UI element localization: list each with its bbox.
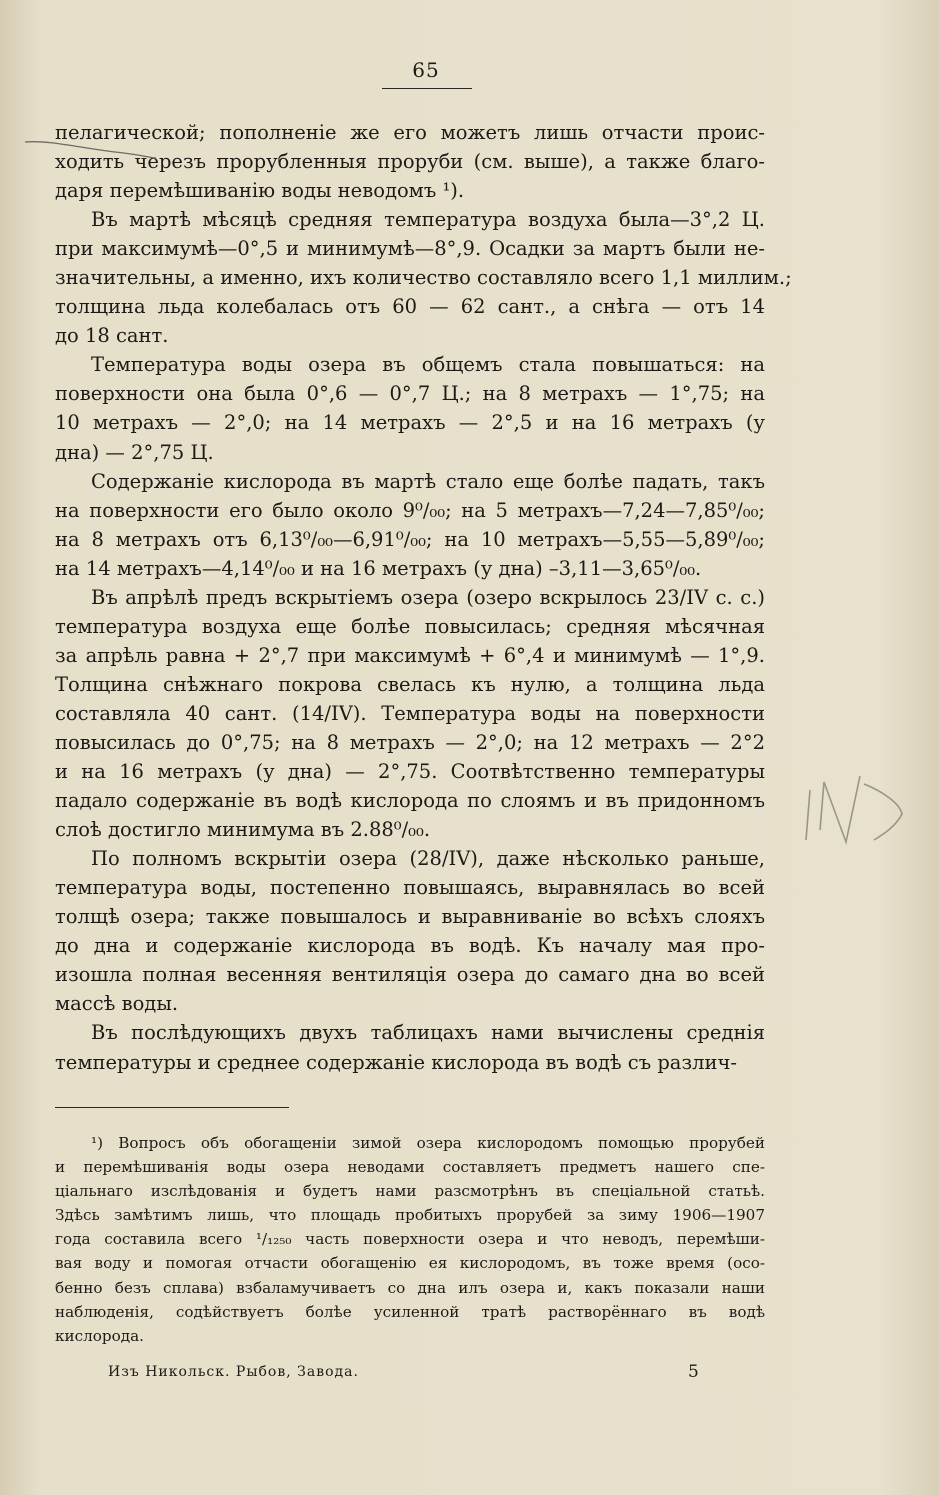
footnote-line: и перемѣшиванія воды озера неводами составляетъ предметъ нашего спе- [55, 1158, 765, 1177]
footnote-line: ¹) Вопросъ объ обогащеніи зимой озера кислородомъ помощью прорубей [91, 1134, 765, 1152]
text-line: при максимумѣ—0°,5 и минимумѣ—8°,9. Осадки за мартъ были не- [55, 237, 765, 261]
text-line: температура воздуха еще болѣе повысилась; средняя мѣсячная [55, 614, 765, 638]
paragraph [55, 350, 765, 466]
footnote-line: кислорода. [55, 1326, 145, 1345]
text-line: за апрѣль равна + 2°,7 при максимумѣ + 6°,4 и минимумѣ — 1°,9. [55, 643, 765, 667]
pencil-stroke-mark [20, 128, 160, 168]
footnote [55, 1131, 765, 1348]
text-line: дна) — 2°,75 Ц. [55, 440, 214, 464]
text-line: Въ послѣдующихъ двухъ таблицахъ нами вычислены среднія [91, 1021, 765, 1045]
text-line: составляла 40 сант. (14/IV). Температура воды на поверхности [55, 701, 765, 725]
text-line: до дна и содержаніе кислорода въ водѣ. Къ началу мая про- [55, 934, 765, 958]
text-line: падало содержаніе въ водѣ кислорода по слоямъ и въ придонномъ [55, 789, 765, 813]
paragraph [55, 844, 765, 1018]
text-line: По полномъ вскрытіи озера (28/IV), даже нѣсколько раньше, [91, 847, 765, 871]
footnote-line: года составила всего ¹/₁₂₅₀ часть поверхности озера и что неводъ, перемѣши- [55, 1230, 765, 1249]
text-line: 10 метрахъ — 2°,0; на 14 метрахъ — 2°,5 и на 16 метрахъ (у [55, 411, 765, 435]
paragraph [55, 1018, 765, 1076]
text-line: массѣ воды. [55, 992, 179, 1016]
page-number: 65 [412, 58, 440, 82]
text-line: Толщина снѣжнаго покрова свелась къ нулю, а толщина льда [55, 672, 765, 696]
text-line: Въ мартѣ мѣсяцѣ средняя температура воздуха была—3°,2 Ц. [91, 208, 765, 232]
footnote-line: ціальнаго изслѣдованія и будетъ нами разсмотрѣнъ въ спеціальной статьѣ. [55, 1182, 765, 1201]
text-line: слоѣ достигло минимума въ 2.88⁰/₀₀. [55, 818, 431, 842]
text-line: и на 16 метрахъ (у дна) — 2°,75. Соотвѣтственно температуры [55, 760, 765, 784]
text-line: толщѣ озера; также повышалось и выравниваніе во всѣхъ слояхъ [55, 905, 765, 929]
text-line: температуры и среднее содержаніе кислорода въ водѣ съ различ- [55, 1050, 737, 1074]
paragraph [55, 205, 792, 350]
text-line: изошла полная весенняя вентиляція озера до самаго дна во всей [55, 963, 765, 987]
text-line: Въ апрѣлѣ предъ вскрытіемъ озера (озеро вскрылось 23/IV с. с.) [91, 585, 765, 609]
footnote-line: наблюденія, содѣйствуетъ болѣе усиленной тратѣ растворённаго въ водѣ [55, 1302, 765, 1321]
footnote-line: бенно безъ сплава) взбаламучиваетъ со дна илъ озера и, какъ показали наши [55, 1278, 765, 1297]
text-line: значительны, а именно, ихъ количество составляло всего 1,1 миллим.; [55, 266, 792, 290]
signature-mark: 5 [688, 1362, 699, 1382]
text-line: на поверхности его было около 9⁰/₀₀; на 5 метрахъ—7,24—7,85⁰/₀₀; [55, 498, 765, 522]
text-line: на 8 метрахъ отъ 6,13⁰/₀₀—6,91⁰/₀₀; на 10 метрахъ—5,55—5,89⁰/₀₀; [55, 527, 765, 551]
paragraph [55, 118, 765, 205]
paragraph [55, 583, 765, 844]
text-line: толщина льда колебалась отъ 60 — 62 сант., а снѣга — отъ 14 [55, 295, 765, 319]
text-line: поверхности она была 0°,6 — 0°,7 Ц.; на 8 метрахъ — 1°,75; на [55, 382, 765, 406]
text-line: на 14 метрахъ—4,14⁰/₀₀ и на 16 метрахъ (у дна) –3,11—3,65⁰/₀₀. [55, 556, 702, 580]
footnote-rule [55, 1107, 289, 1108]
pencil-annotation-mark [800, 770, 910, 850]
text-line: даря перемѣшиванію воды неводомъ ¹). [55, 179, 465, 203]
text-line: температура воды, постепенно повышаясь, выравнялась во всей [55, 876, 765, 900]
page-number-rule [382, 88, 472, 89]
footnote-line: Здѣсь замѣтимъ лишь, что площадь пробитыхъ прорубей за зиму 1906—1907 [55, 1206, 765, 1225]
paragraph [55, 467, 765, 583]
text-line: Температура воды озера въ общемъ стала повышаться: на [91, 353, 765, 377]
text-line: пелагической; пополненіе же его можетъ лишь отчасти проис- [55, 121, 765, 144]
text-line: Содержаніе кислорода въ мартѣ стало еще болѣе падать, такъ [91, 469, 765, 493]
text-line: повысилась до 0°,75; на 8 метрахъ — 2°,0; на 12 метрахъ — 2°2 [55, 730, 765, 754]
body-text [55, 118, 792, 1077]
footnote-line: вая воду и помогая отчасти обогащенію ея кислородомъ, въ тоже время (осо- [55, 1254, 765, 1273]
text-line: до 18 сант. [55, 324, 169, 348]
footer-source: Изъ Никольск. Рыбов, Завода. [108, 1364, 359, 1380]
text-line: ходить черезъ прорубленныя проруби (см. выше), а также благо- [55, 150, 765, 174]
